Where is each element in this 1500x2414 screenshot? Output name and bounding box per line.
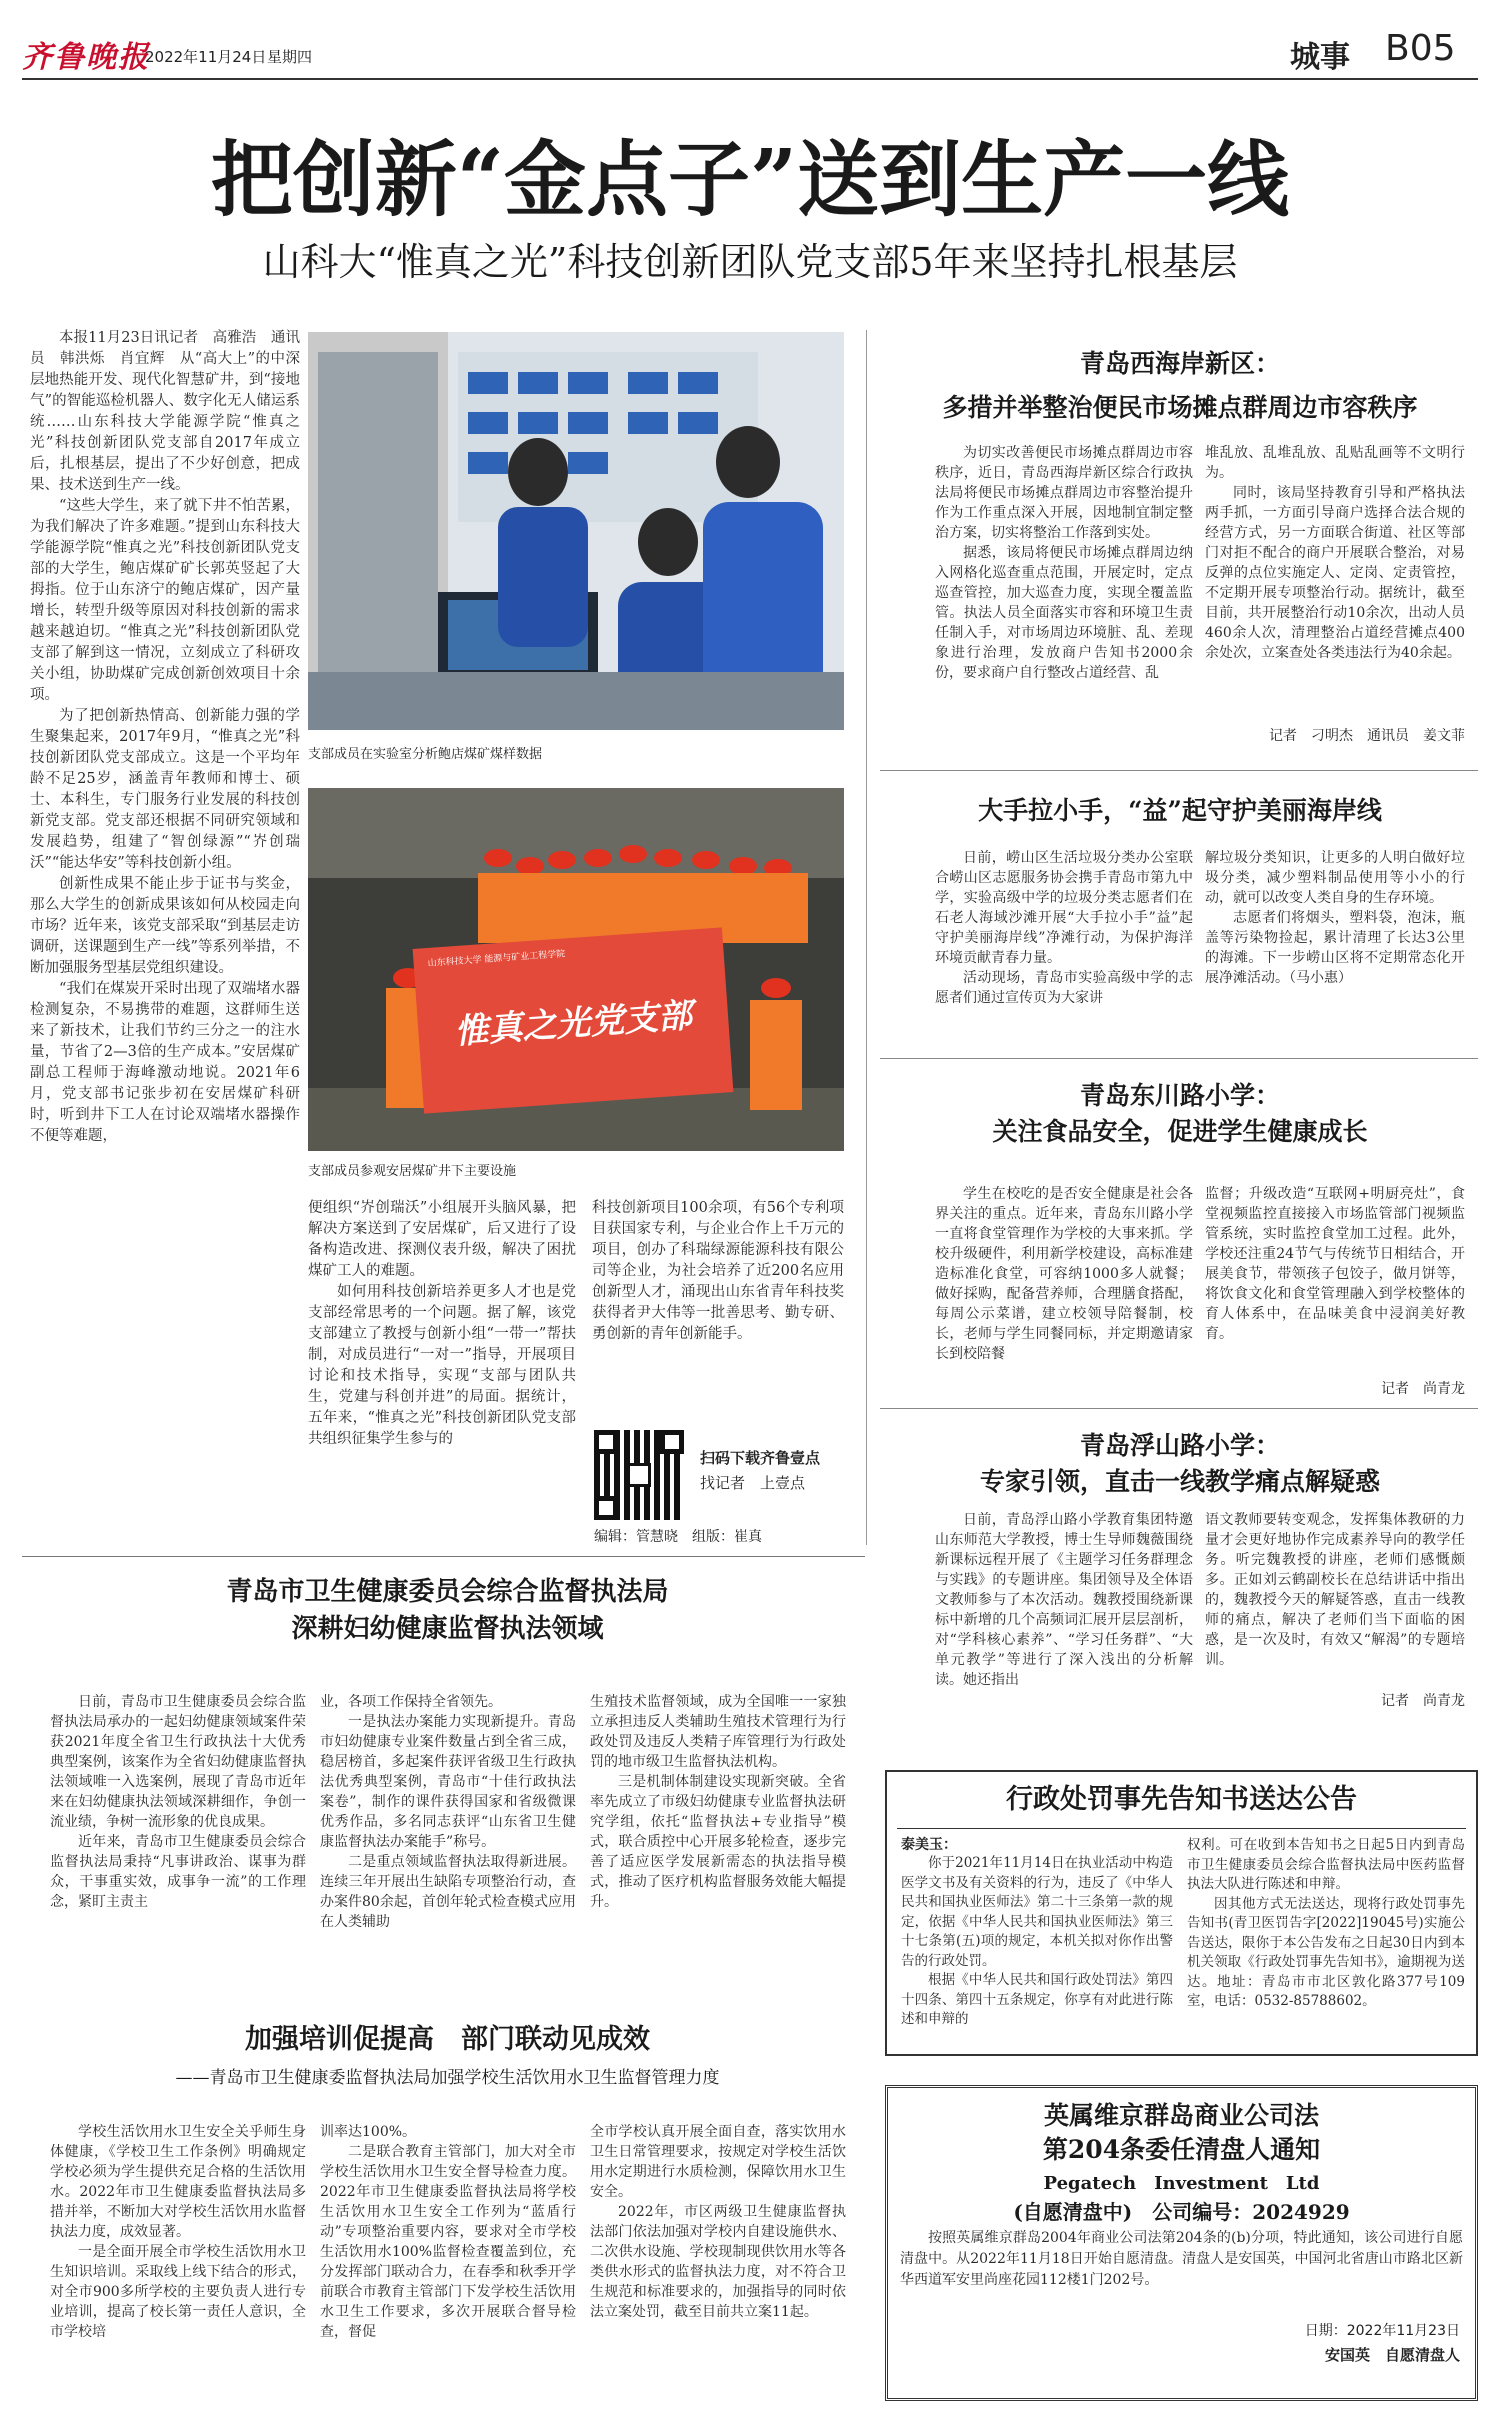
xihai-paragraph: 为切实改善便民市场摊点群周边市容秩序，近日，青岛西海岸新区综合行政执法局将便民市场摊点群周边市容整治提升作为工作重点深入开展，因地制宜制定整治方案，切实将整治工作落到实处。 xyxy=(935,445,1193,541)
lead-subheadline: 山科大“惟真之光”科技创新团队党支部5年来坚持扎根基层 xyxy=(262,240,1238,284)
xihai-column-1 xyxy=(935,443,1193,748)
qr-label-download: 扫码下载齐鲁壹点 xyxy=(700,1449,821,1467)
xihai-column-2 xyxy=(1205,443,1465,723)
lab-photo xyxy=(308,332,844,730)
liquidation-company: Pegatech Investment Ltd xyxy=(1043,2173,1320,2194)
dongchuan-title-1: 青岛东川路小学： xyxy=(1079,1081,1280,1110)
qr-corner-icon xyxy=(594,1430,618,1454)
lead-headline: 把创新“金点子”送到生产一线 xyxy=(210,132,1290,228)
beach-column-2 xyxy=(1205,848,1465,1046)
xihai-paragraph: 同时，该局坚持教育引导和严格执法两手抓，一方面引导商户选择合法合规的经营方式，另一方面联合街道、社区等部门对拒不配合的商户开展联合整治，对易反弹的点位实施定人、定岗、定责管控，不定期开展专项整治行动。据统计，截至目前，共开展整治行动10余次，出动人员460余人次，清理整治占道经营摊点400余处次，立案查处各类违法行为40余起。 xyxy=(1205,485,1465,661)
page-number: B05 xyxy=(1385,28,1456,69)
liquidation-signer: 安国英 自愿清盘人 xyxy=(1324,2346,1460,2364)
training-paragraph: 一是全面开展全市学校生活饮用水卫生知识培训。采取线上线下结合的形式，对全市900多所学校的主要负责人进行专业培训，提高了校长第一责任人意识，全市学校培 xyxy=(50,2244,306,2340)
liquidation-notice-box xyxy=(885,2085,1478,2401)
lead-paragraph: 便组织“岕创瑞沃”小组展开头脑风暴，把解决方案送到了安居煤矿，后又进行了设备构造改进、探测仪表升级，解决了困扰煤矿工人的难题。 xyxy=(308,1200,576,1279)
fushan-paragraph: 日前，青岛浮山路小学教育集团特邀山东师范大学教授，博士生导师魏薇围绕新课标远程开展了《主题学习任务群理念与实践》的专题讲座。集团领导及全体语文教师参与了本次活动。魏教授围绕新课标中新增的几个高频词汇展开层层剖析，对“学科核心素养”、“学习任务群”、“大单元教学”等进行了深入浅出的分析解读。她还指出 xyxy=(935,1512,1193,1688)
section-divider xyxy=(22,1556,865,1557)
lead-paragraph: “这些大学生，来了就下井不怕苦累，为我们解决了许多难题。”提到山东科技大学能源学院“惟真之光”科技创新团队党支部的大学生，鲍店煤矿矿长郭英竖起了大拇指。位于山东济宁的鲍店煤矿，因产量增长，转型升级等原因对科技创新的需求越来越迫切。“惟真之光”科技创新团队党支部了解到这一情况，立刻成立了科研攻关小组，协助煤矿完成创新创效项目十余项。 xyxy=(30,498,300,703)
dongchuan-column-2 xyxy=(1205,1184,1465,1364)
training-column-3 xyxy=(590,2122,846,2402)
beach-paragraph: 活动现场，青岛市实验高级中学的志愿者们通过宣传页为大家讲 xyxy=(935,970,1193,1006)
training-paragraph: 2022年，市区两级卫生健康监督执法部门依法加强对学校内自建设施供水、二次供水设施、学校现制现供饮用水等各类供水形式的监督执法力度，对不符合卫生规范和标准要求的，加强指导的同时依法立案处罚，截至目前共立案11起。 xyxy=(590,2204,846,2320)
fushan-title-2: 专家引领，直击一线教学痛点解疑惑 xyxy=(979,1467,1380,1496)
banner-small-text: 山东科技大学 能源与矿业工程学院 xyxy=(427,949,566,969)
penalty-addressee: 泰美玉： xyxy=(901,1837,957,1853)
health-paragraph: 生殖技术监督领域，成为全国唯一一家独立承担违反人类辅助生殖技术管理行为行政处罚及违反人类精子库管理行为行政处罚的地市级卫生监督执法机构。 xyxy=(590,1694,846,1770)
qr-code[interactable] xyxy=(594,1430,684,1520)
xihai-title-2: 多措并举整治便民市场摊点群周边市容秩序 xyxy=(942,393,1418,422)
issue-weekday: 星期四 xyxy=(267,48,313,66)
mine-photo xyxy=(308,788,844,1151)
penalty-title: 行政处罚事先告知书送达公告 xyxy=(1006,1784,1357,1815)
lead-paragraph: 为了把创新热情高、创新能力强的学生聚集起来，2017年9月，“惟真之光”科技创新团队党支部成立。这是一个平均年龄不足25岁，涵盖青年教师和博士、硕士、本科生，专门服务行业发展的科技创新党支部。党支部还根据不同研究领域和发展趋势，组建了“智创绿源”“岕创瑞沃”“能达华安”等科技创新小组。 xyxy=(30,708,300,871)
fushan-column-1 xyxy=(935,1510,1193,1710)
editor-credit: 编辑：管慧晓 组版：崔真 xyxy=(594,1529,762,1545)
liquidation-title-1: 英属维京群岛商业公司法 xyxy=(1043,2101,1319,2130)
qr-corner-icon xyxy=(660,1430,684,1454)
training-paragraph: 全市学校认真开展全面自查，落实饮用水卫生日常管理要求，按规定对学校生活饮用水定期进行水质检测，保障饮用水卫生安全。 xyxy=(590,2124,846,2200)
penalty-paragraph: 你于2021年11月14日在执业活动中构造医学文书及有关资料的行为，违反了《中华人民共和国执业医师法》第二十三条第一款的规定，依据《中华人民共和国执业医师法》第三十七条第(五)项的规定，本机关拟对你作出警告的行政处罚。 xyxy=(901,1855,1173,1969)
health-title-1: 青岛市卫生健康委员会综合监督执法局 xyxy=(226,1577,669,1607)
lead-paragraph: 如何用科技创新培养更多人才也是党支部经常思考的一个问题。据了解，该党支部建立了教授与创新小组“一带一”帮扶制，对成员进行“一对一”指导，开展项目讨论和技术指导，实现“支部与团队共生，党建与科创并进”的局面。据统计，五年来，“惟真之光”科技创新团队党支部共组织征集学生参与的 xyxy=(308,1284,576,1447)
liquidation-company-number: (自愿清盘中) 公司编号：2024929 xyxy=(1013,2200,1350,2224)
lead-column-2 xyxy=(308,1198,576,1543)
dongchuan-title-2: 关注食品安全，促进学生健康成长 xyxy=(992,1117,1368,1146)
training-paragraph: 训率达100%。 xyxy=(320,2124,417,2140)
penalty-column-1 xyxy=(901,1854,1173,2050)
qr-corner-icon xyxy=(594,1496,618,1520)
lab-photo-caption: 支部成员在实验室分析鲍店煤矿煤样数据 xyxy=(308,747,543,762)
health-paragraph: 日前，青岛市卫生健康委员会综合监督执法局承办的一起妇幼健康领域案件荣获2021年度全省卫生行政执法十大优秀典型案例，该案作为全省妇幼健康监督执法领域唯一入选案例，展现了青岛市近年来在妇幼健康执法领域深耕细作，争创一流业绩，争树一流形象的优良成果。 xyxy=(50,1694,306,1830)
training-column-1 xyxy=(50,2122,306,2402)
health-paragraph: 二是重点领域监督执法取得新进展。连续三年开展出生缺陷专项整治行动，查办案件80余起，首创年轮式检查模式应用在人类辅助 xyxy=(320,1854,576,1930)
health-paragraph: 三是机制体制建设实现新突破。全省率先成立了市级妇幼健康专业监督执法研究学组，依托“监督执法+专业指导”模式，联合质控中心开展多轮检查，逐步完善了适应医学发展新需态的执法指导模式，推动了医疗机构监督服务效能大幅提升。 xyxy=(590,1774,846,1910)
section-name: 城事 xyxy=(1290,40,1350,75)
beach-paragraph: 解垃圾分类知识，让更多的人明白做好垃圾分类，减少塑料制品使用等小小的行动，就可以改变人类自身的生存环境。 xyxy=(1205,850,1465,906)
health-column-2 xyxy=(320,1692,576,1960)
xihai-title-1: 青岛西海岸新区： xyxy=(1079,349,1280,378)
liquidation-paragraph: 按照英属维京群岛2004年商业公司法第204条的(b)分项，特此通知，该公司进行自愿清盘中。从2022年11月18日开始自愿清盘。清盘人是安国英，中国河北省唐山市路北区新华西道军安里尚座花园112楼1门202号。 xyxy=(900,2230,1463,2288)
lead-paragraph: 创新性成果不能止步于证书与奖金，那么大学生的创新成果该如何从校园走向市场？近年来，该党支部采取“到基层走访调研，送课题到生产一线”等系列举措，不断加强服务型基层党组织建设。 xyxy=(30,876,300,976)
newspaper-logo: 齐鲁晚报 xyxy=(22,40,150,75)
fushan-column-2 xyxy=(1205,1510,1465,1690)
party-branch-banner xyxy=(413,927,734,1113)
penalty-paragraph: 根据《中华人民共和国行政处罚法》第四十四条、第四十五条规定，你享有对此进行陈述和申辩的 xyxy=(901,1972,1173,2027)
liquidation-date: 日期：2022年11月23日 xyxy=(1304,2323,1460,2339)
dongchuan-paragraph: 学生在校吃的是否安全健康是社会各界关注的重点。近年来，青岛东川路小学一直将食堂管理作为学校的大事来抓。学校升级硬件，利用新学校建设，高标准建造标准化食堂，可容纳1000多人就餐；做好採购，配备营养师，合理膳食搭配，每周公示菜谱，建立校领导陪餐制，校长，老师与学生同餐同标，并定期邀请家长到校陪餐 xyxy=(935,1186,1193,1362)
xihai-paragraph: 据悉，该局将便民市场摊点群周边纳入网格化巡查重点范围，开展定时，定点巡查管控，加大巡查力度，实现全覆盖监管。执法人员全面落实市容和环境卫生责任制入手，对市场周边环境脏、乱、差现象进行治理，发放商户告知书2000余份，要求商户自行整改占道经营、乱 xyxy=(935,545,1193,681)
beach-rule xyxy=(880,1058,1478,1059)
beach-title: 大手拉小手，“益”起守护美丽海岸线 xyxy=(978,796,1382,825)
training-paragraph: 学校生活饮用水卫生安全关乎师生身体健康，《学校卫生工作条例》明确规定学校必须为学生提供充足合格的生活饮用水。2022年市卫生健康委监督执法局多措并举，不断加大对学校生活饮用水监督执法力度，成效显著。 xyxy=(50,2124,306,2240)
beach-column-1 xyxy=(935,848,1193,1046)
dongchuan-byline: 记者 尚青龙 xyxy=(1381,1381,1465,1397)
health-paragraph: 业，各项工作保持全省领先。 xyxy=(320,1694,502,1710)
issue-date: 2022年11月24日 xyxy=(145,48,267,66)
dongchuan-column-1 xyxy=(935,1184,1193,1386)
lead-paragraph: 科技创新项目100余项，有56个专利项目获国家专利，与企业合作上千万元的项目，创办了科瑞绿源能源科技有限公司等企业，为社会培养了近200名应用创新型人才，涌现出山东省青年科技奖获得者尹大伟等一批善思考、勤专研、勇创新的青年创新能手。 xyxy=(592,1200,844,1342)
dongchuan-paragraph: 监督；升级改造“互联网+明厨亮灶”，食堂视频监控直接接入市场监管部门视频监管系统，实时监控食堂加工过程。此外，学校还注重24节气与传统节日相结合，开展美食节，带领孩子包饺子，做月饼等，将饮食文化和食堂管理融入到学校整体的育人体系中，在品味美食中浸润美好教育。 xyxy=(1205,1186,1465,1342)
training-title: 加强培训促提高 部门联动见成效 xyxy=(245,2024,650,2055)
penalty-paragraph: 权利。可在收到本告知书之日起5日内到青岛市卫生健康委员会综合监督执法局中医药监督执法大队进行陈述和申辩。 xyxy=(1187,1837,1465,1892)
lab-photo-illustration xyxy=(308,332,844,730)
health-column-3 xyxy=(590,1692,846,1960)
liquidation-title-2: 第204条委任清盘人通知 xyxy=(1042,2135,1321,2164)
training-column-2 xyxy=(320,2122,576,2402)
liquidation-body xyxy=(900,2228,1463,2312)
health-paragraph: 一是执法办案能力实现新提升。青岛市妇幼健康专业案件数量占到全省三成，稳居榜首，多起案件获评省级卫生行政执法优秀典型案例，青岛市“十佳行政执法案卷”，制作的课件获得国家和省级微课优秀作品，多名同志获评“山东省卫生健康监督执法办案能手”称号。 xyxy=(320,1714,576,1850)
health-paragraph: 近年来，青岛市卫生健康委员会综合监督执法局秉持“凡事讲政治、谋事为群众，干事重实效，成事争一流”的工作理念，紧盯主责主 xyxy=(50,1834,306,1910)
fushan-title-1: 青岛浮山路小学： xyxy=(1079,1431,1280,1460)
xihai-byline: 记者 刁明杰 通讯员 姜文菲 xyxy=(1269,728,1465,744)
penalty-column-2 xyxy=(1187,1836,1465,2050)
lead-paragraph: “我们在煤炭开采时出现了双端堵水器检测复杂，不易携带的难题，这群师生送来了新技术，让我们节约三分之一的注水量，节省了2—3倍的生产成本。”安居煤矿副总工程师于海峰激动地说。2021年6月，党支部书记张步初在安居煤矿科研时，听到井下工人在讨论双端堵水器操作不便等难题， xyxy=(30,981,300,1144)
qr-center xyxy=(627,1463,651,1487)
qr-label-reporter: 找记者 上壹点 xyxy=(700,1474,806,1492)
banner-main-text: 惟真之光党支部 xyxy=(453,995,694,1053)
health-title-2: 深耕妇幼健康监督执法领域 xyxy=(291,1614,604,1644)
column-divider xyxy=(866,330,867,1545)
penalty-notice-box xyxy=(885,1770,1478,2056)
fushan-paragraph: 语文教师要转变观念，发挥集体教研的力量才会更好地协作完成素养导向的教学任务。听完魏教授的讲座，老师们感慨颇多。正如刘云鹤副校长在总结讲话中指出的，魏教授今天的解疑答惑，直击一线教师的痛点，解决了老师们当下面临的困惑，是一次及时，有效又“解渴”的专题培训。 xyxy=(1205,1512,1465,1668)
dongchuan-rule xyxy=(880,1408,1478,1409)
beach-paragraph: 日前，崂山区生活垃圾分类办公室联合崂山区志愿服务协会携手青岛市第九中学，实验高级中学的垃圾分类志愿者们在石老人海域沙滩开展“大手拉小手”益”起守护美丽海岸线”净滩行动，为保护海洋环境贡献青春力量。 xyxy=(935,850,1193,966)
masthead xyxy=(0,0,1500,80)
xihai-paragraph: 堆乱放、乱堆乱放、乱贴乱画等不文明行为。 xyxy=(1205,445,1465,481)
training-paragraph: 二是联合教育主管部门，加大对全市学校生活饮用水卫生安全督导检查力度。2022年市卫生健康委监督执法局将学校生活饮用水卫生安全工作列为“蓝盾行动”专项整治重要内容，要求对全市学校生活饮用水100%监督检查覆盖到位，充分发挥部门联动合力，在春季和秋季开学前联合市教育主管部门下发学校生活饮用水卫生工作要求，多次开展联合督导检查，督促 xyxy=(320,2144,576,2340)
lead-column-3 xyxy=(592,1198,844,1398)
penalty-title-rule xyxy=(897,1828,1466,1829)
penalty-paragraph: 因其他方式无法送达，现将行政处罚事先告知书(青卫医罚告字[2022]19045号)实施公告送达，限你于本公告发布之日起30日内到本机关领取《行政处罚事先告知书》，逾期视为送达。地址：青岛市市北区敦化路377号109室，电话：0532-85788602。 xyxy=(1187,1895,1465,2009)
mine-photo-caption: 支部成员参观安居煤矿井下主要设施 xyxy=(308,1164,517,1179)
lead-paragraph: 本报11月23日讯记者 高雅浩 通讯员 韩洪烁 肖宜辉 从“高大上”的中深层地热能开发、现代化智慧矿井，到“接地气”的智能巡检机器人、数字化无人储运系统……山东科技大学能源学院“惟真之光”科技创新团队党支部自2017年成立后，扎根基层，提出了不少好创意，把成果、技术送到生产一线。 xyxy=(30,330,300,493)
lead-column-1 xyxy=(30,328,300,1543)
fushan-byline: 记者 尚青龙 xyxy=(1381,1693,1465,1709)
xihai-rule xyxy=(880,770,1478,771)
training-subtitle: ——青岛市卫生健康委监督执法局加强学校生活饮用水卫生监督管理力度 xyxy=(175,2068,720,2088)
health-column-1 xyxy=(50,1692,306,1960)
masthead-rule xyxy=(22,78,1478,80)
beach-paragraph: 志愿者们将烟头，塑料袋，泡沫，瓶盖等污染物捡起，累计清理了长达3公里的海滩。下一步崂山区将不定期常态化开展净滩活动。（马小惠） xyxy=(1205,910,1465,986)
